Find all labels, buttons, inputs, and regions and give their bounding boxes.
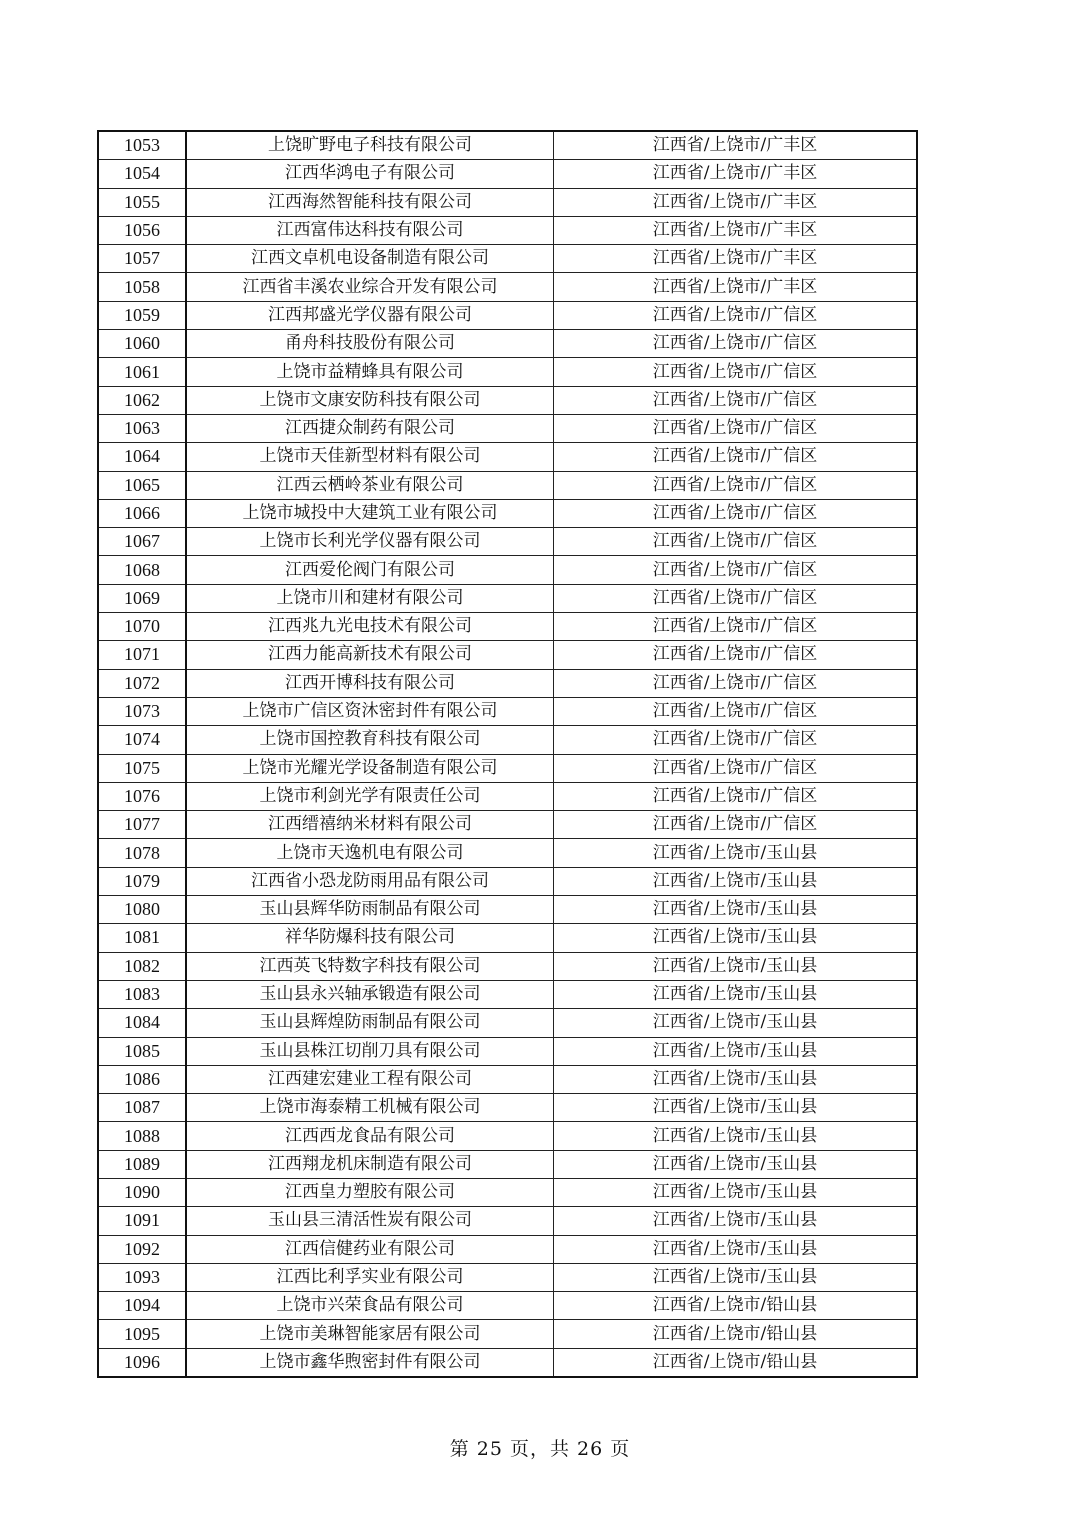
region-cell: 江西省/上饶市/广丰区 — [554, 188, 918, 216]
row-number-cell: 1066 — [98, 499, 186, 527]
company-name-cell: 上饶市城投中大建筑工业有限公司 — [186, 499, 554, 527]
table-row — [98, 1065, 917, 1093]
table-row — [98, 952, 917, 980]
row-number-cell: 1061 — [98, 358, 186, 386]
company-name-cell: 江西兆九光电技术有限公司 — [186, 613, 554, 641]
table-row — [98, 896, 917, 924]
table-row — [98, 1009, 917, 1037]
row-number-cell: 1076 — [98, 782, 186, 810]
region-cell: 江西省/上饶市/广信区 — [554, 669, 918, 697]
row-number-cell: 1068 — [98, 556, 186, 584]
region-cell: 江西省/上饶市/铅山县 — [554, 1320, 918, 1348]
company-name-cell: 祥华防爆科技有限公司 — [186, 924, 554, 952]
table-row — [98, 414, 917, 442]
table-row — [98, 386, 917, 414]
table-row — [98, 1263, 917, 1291]
table-row — [98, 1178, 917, 1206]
region-cell: 江西省/上饶市/广信区 — [554, 782, 918, 810]
row-number-cell: 1090 — [98, 1178, 186, 1206]
region-cell: 江西省/上饶市/广信区 — [554, 386, 918, 414]
page-footer: 第 25 页，共 26 页 — [449, 1438, 631, 1460]
table-row — [98, 669, 917, 697]
company-name-cell: 上饶市海泰精工机械有限公司 — [186, 1094, 554, 1122]
row-number-cell: 1056 — [98, 216, 186, 244]
row-number-cell: 1070 — [98, 613, 186, 641]
table-row — [98, 980, 917, 1008]
row-number-cell: 1082 — [98, 952, 186, 980]
region-cell: 江西省/上饶市/玉山县 — [554, 1263, 918, 1291]
row-number-cell: 1059 — [98, 301, 186, 329]
table-row — [98, 1292, 917, 1320]
region-cell: 江西省/上饶市/玉山县 — [554, 952, 918, 980]
company-name-cell: 上饶市光耀光学设备制造有限公司 — [186, 754, 554, 782]
row-number-cell: 1060 — [98, 330, 186, 358]
table-row — [98, 330, 917, 358]
region-cell: 江西省/上饶市/广丰区 — [554, 131, 918, 160]
company-name-cell: 上饶市天逸机电有限公司 — [186, 839, 554, 867]
region-cell: 江西省/上饶市/玉山县 — [554, 1150, 918, 1178]
company-table-container — [97, 130, 914, 1378]
company-name-cell: 江西省小恐龙防雨用品有限公司 — [186, 867, 554, 895]
row-number-cell: 1075 — [98, 754, 186, 782]
company-name-cell: 江西华鸿电子有限公司 — [186, 160, 554, 188]
row-number-cell: 1086 — [98, 1065, 186, 1093]
table-row — [98, 1094, 917, 1122]
company-name-cell: 上饶市天佳新型材料有限公司 — [186, 443, 554, 471]
region-cell: 江西省/上饶市/广信区 — [554, 556, 918, 584]
region-cell: 江西省/上饶市/玉山县 — [554, 1037, 918, 1065]
company-name-cell: 江西爱伦阀门有限公司 — [186, 556, 554, 584]
table-row — [98, 1037, 917, 1065]
region-cell: 江西省/上饶市/玉山县 — [554, 980, 918, 1008]
company-name-cell: 上饶市利剑光学有限责任公司 — [186, 782, 554, 810]
region-cell: 江西省/上饶市/广信区 — [554, 471, 918, 499]
row-number-cell: 1078 — [98, 839, 186, 867]
company-table-body — [98, 131, 917, 1377]
row-number-cell: 1096 — [98, 1348, 186, 1377]
company-name-cell: 江西皇力塑胶有限公司 — [186, 1178, 554, 1206]
table-row — [98, 273, 917, 301]
row-number-cell: 1055 — [98, 188, 186, 216]
row-number-cell: 1071 — [98, 641, 186, 669]
table-row — [98, 1348, 917, 1377]
company-name-cell: 上饶旷野电子科技有限公司 — [186, 131, 554, 160]
table-row — [98, 358, 917, 386]
region-cell: 江西省/上饶市/广信区 — [554, 754, 918, 782]
table-row — [98, 1235, 917, 1263]
row-number-cell: 1069 — [98, 584, 186, 612]
row-number-cell: 1062 — [98, 386, 186, 414]
row-number-cell: 1085 — [98, 1037, 186, 1065]
region-cell: 江西省/上饶市/玉山县 — [554, 896, 918, 924]
region-cell: 江西省/上饶市/广信区 — [554, 584, 918, 612]
table-row — [98, 1122, 917, 1150]
table-row — [98, 1320, 917, 1348]
row-number-cell: 1057 — [98, 245, 186, 273]
company-name-cell: 江西海然智能科技有限公司 — [186, 188, 554, 216]
region-cell: 江西省/上饶市/广丰区 — [554, 245, 918, 273]
row-number-cell: 1067 — [98, 528, 186, 556]
region-cell: 江西省/上饶市/玉山县 — [554, 1094, 918, 1122]
row-number-cell: 1092 — [98, 1235, 186, 1263]
company-name-cell: 上饶市鑫华煦密封件有限公司 — [186, 1348, 554, 1377]
row-number-cell: 1084 — [98, 1009, 186, 1037]
region-cell: 江西省/上饶市/广信区 — [554, 811, 918, 839]
region-cell: 江西省/上饶市/广信区 — [554, 330, 918, 358]
region-cell: 江西省/上饶市/广信区 — [554, 443, 918, 471]
region-cell: 江西省/上饶市/广信区 — [554, 528, 918, 556]
company-name-cell: 上饶市文康安防科技有限公司 — [186, 386, 554, 414]
row-number-cell: 1064 — [98, 443, 186, 471]
company-name-cell: 江西捷众制药有限公司 — [186, 414, 554, 442]
region-cell: 江西省/上饶市/广信区 — [554, 697, 918, 725]
company-name-cell: 江西英飞特数字科技有限公司 — [186, 952, 554, 980]
region-cell: 江西省/上饶市/广信区 — [554, 726, 918, 754]
region-cell: 江西省/上饶市/广丰区 — [554, 160, 918, 188]
company-name-cell: 玉山县三清活性炭有限公司 — [186, 1207, 554, 1235]
row-number-cell: 1087 — [98, 1094, 186, 1122]
table-row — [98, 726, 917, 754]
row-number-cell: 1080 — [98, 896, 186, 924]
company-name-cell: 上饶市益精蜂具有限公司 — [186, 358, 554, 386]
region-cell: 江西省/上饶市/广信区 — [554, 499, 918, 527]
table-row — [98, 301, 917, 329]
region-cell: 江西省/上饶市/广信区 — [554, 301, 918, 329]
region-cell: 江西省/上饶市/广信区 — [554, 414, 918, 442]
company-name-cell: 江西缙禧纳米材料有限公司 — [186, 811, 554, 839]
company-name-cell: 江西富伟达科技有限公司 — [186, 216, 554, 244]
row-number-cell: 1053 — [98, 131, 186, 160]
table-row — [98, 443, 917, 471]
region-cell: 江西省/上饶市/铅山县 — [554, 1348, 918, 1377]
region-cell: 江西省/上饶市/铅山县 — [554, 1292, 918, 1320]
company-name-cell: 玉山县辉华防雨制品有限公司 — [186, 896, 554, 924]
table-row — [98, 528, 917, 556]
company-name-cell: 玉山县株江切削刀具有限公司 — [186, 1037, 554, 1065]
row-number-cell: 1094 — [98, 1292, 186, 1320]
table-row — [98, 754, 917, 782]
company-name-cell: 玉山县辉煌防雨制品有限公司 — [186, 1009, 554, 1037]
table-row — [98, 867, 917, 895]
company-name-cell: 江西比利孚实业有限公司 — [186, 1263, 554, 1291]
region-cell: 江西省/上饶市/广信区 — [554, 358, 918, 386]
table-row — [98, 160, 917, 188]
row-number-cell: 1058 — [98, 273, 186, 301]
row-number-cell: 1091 — [98, 1207, 186, 1235]
region-cell: 江西省/上饶市/玉山县 — [554, 1065, 918, 1093]
company-name-cell: 江西开博科技有限公司 — [186, 669, 554, 697]
table-row — [98, 924, 917, 952]
table-row — [98, 556, 917, 584]
region-cell: 江西省/上饶市/玉山县 — [554, 1235, 918, 1263]
table-row — [98, 1207, 917, 1235]
company-name-cell: 江西信健药业有限公司 — [186, 1235, 554, 1263]
company-name-cell: 江西翔龙机床制造有限公司 — [186, 1150, 554, 1178]
row-number-cell: 1054 — [98, 160, 186, 188]
row-number-cell: 1077 — [98, 811, 186, 839]
row-number-cell: 1083 — [98, 980, 186, 1008]
company-name-cell: 江西文卓机电设备制造有限公司 — [186, 245, 554, 273]
region-cell: 江西省/上饶市/广信区 — [554, 613, 918, 641]
table-row — [98, 471, 917, 499]
row-number-cell: 1074 — [98, 726, 186, 754]
row-number-cell: 1089 — [98, 1150, 186, 1178]
company-name-cell: 江西建宏建业工程有限公司 — [186, 1065, 554, 1093]
company-name-cell: 江西西龙食品有限公司 — [186, 1122, 554, 1150]
row-number-cell: 1093 — [98, 1263, 186, 1291]
company-name-cell: 上饶市广信区资沐密封件有限公司 — [186, 697, 554, 725]
row-number-cell: 1063 — [98, 414, 186, 442]
company-table — [97, 130, 918, 1378]
row-number-cell: 1079 — [98, 867, 186, 895]
company-name-cell: 上饶市川和建材有限公司 — [186, 584, 554, 612]
table-row — [98, 641, 917, 669]
row-number-cell: 1065 — [98, 471, 186, 499]
region-cell: 江西省/上饶市/玉山县 — [554, 924, 918, 952]
region-cell: 江西省/上饶市/广丰区 — [554, 273, 918, 301]
table-row — [98, 188, 917, 216]
company-name-cell: 江西云栖岭茶业有限公司 — [186, 471, 554, 499]
table-row — [98, 584, 917, 612]
row-number-cell: 1095 — [98, 1320, 186, 1348]
company-name-cell: 上饶市兴荣食品有限公司 — [186, 1292, 554, 1320]
table-row — [98, 216, 917, 244]
region-cell: 江西省/上饶市/玉山县 — [554, 839, 918, 867]
table-row — [98, 613, 917, 641]
company-name-cell: 上饶市国控教育科技有限公司 — [186, 726, 554, 754]
company-name-cell: 甬舟科技股份有限公司 — [186, 330, 554, 358]
region-cell: 江西省/上饶市/玉山县 — [554, 867, 918, 895]
row-number-cell: 1088 — [98, 1122, 186, 1150]
region-cell: 江西省/上饶市/玉山县 — [554, 1122, 918, 1150]
region-cell: 江西省/上饶市/广信区 — [554, 641, 918, 669]
table-row — [98, 131, 917, 160]
company-name-cell: 上饶市美琳智能家居有限公司 — [186, 1320, 554, 1348]
region-cell: 江西省/上饶市/玉山县 — [554, 1009, 918, 1037]
region-cell: 江西省/上饶市/玉山县 — [554, 1207, 918, 1235]
table-row — [98, 697, 917, 725]
table-row — [98, 1150, 917, 1178]
table-row — [98, 245, 917, 273]
region-cell: 江西省/上饶市/广丰区 — [554, 216, 918, 244]
company-name-cell: 江西力能高新技术有限公司 — [186, 641, 554, 669]
company-name-cell: 玉山县永兴轴承锻造有限公司 — [186, 980, 554, 1008]
company-name-cell: 上饶市长利光学仪器有限公司 — [186, 528, 554, 556]
company-name-cell: 江西省丰溪农业综合开发有限公司 — [186, 273, 554, 301]
row-number-cell: 1072 — [98, 669, 186, 697]
table-row — [98, 499, 917, 527]
row-number-cell: 1073 — [98, 697, 186, 725]
table-row — [98, 811, 917, 839]
region-cell: 江西省/上饶市/玉山县 — [554, 1178, 918, 1206]
table-row — [98, 782, 917, 810]
company-name-cell: 江西邦盛光学仪器有限公司 — [186, 301, 554, 329]
row-number-cell: 1081 — [98, 924, 186, 952]
table-row — [98, 839, 917, 867]
